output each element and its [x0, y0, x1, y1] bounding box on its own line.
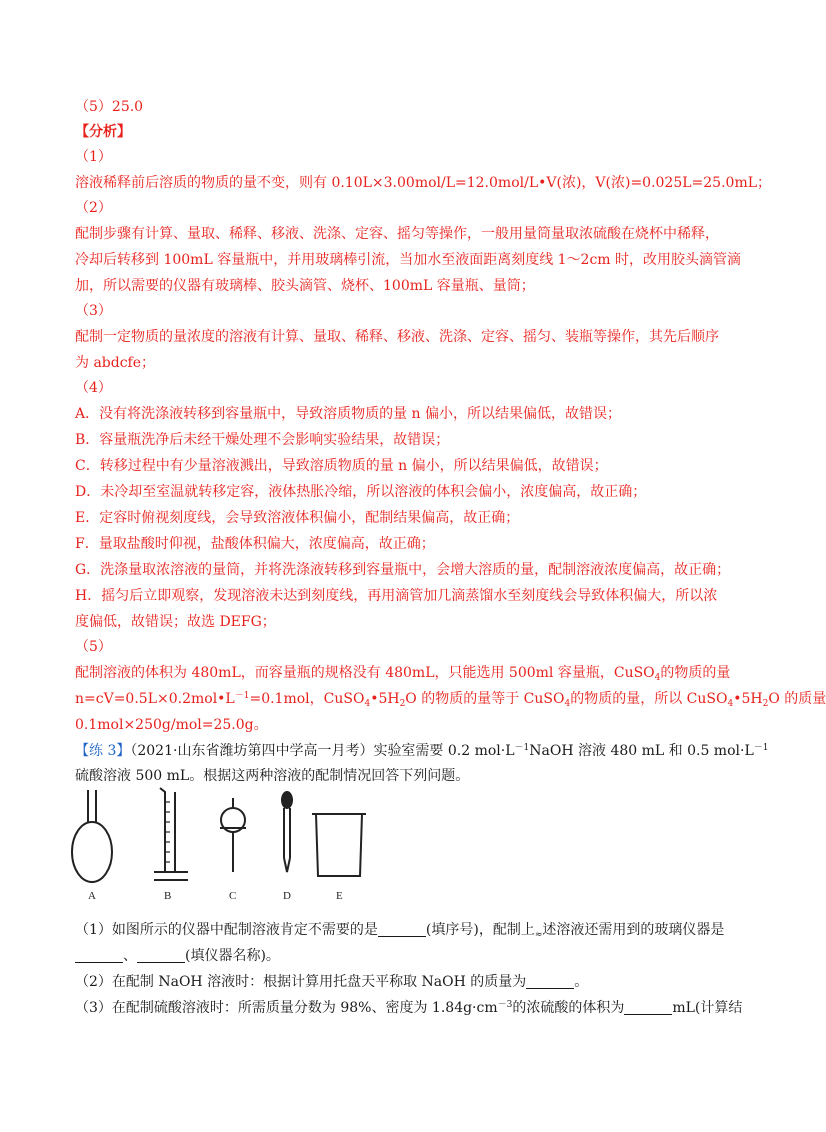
stray-mark: ≈: [534, 930, 543, 940]
question-1-line-2: 、 (填仪器名称)。: [75, 946, 280, 966]
dropper-icon: [282, 792, 292, 872]
option-h-line-2: 度偏低，故错误；故选 DEFG；: [75, 614, 276, 630]
section-5-line-1: 配制溶液的体积为 480mL，而容量瓶的规格没有 480mL，只能选用 500ml 容量瓶，CuSO$_4$的物质的量: [75, 665, 731, 683]
apparatus-drawing: [60, 780, 380, 910]
option-a: A．没有将洗涤液转移到容量瓶中，导致溶质物质的量 n 偏小，所以结果偏低，故错误；: [75, 406, 622, 422]
answer-blank[interactable]: [137, 948, 185, 963]
answer-blank[interactable]: [75, 948, 123, 963]
option-b: B．容量瓶洗净后未经干燥处理不会影响实验结果，故错误；: [75, 432, 450, 448]
option-c: C．转移过程中有少量溶液溅出，导致溶质物质的量 n 偏小，所以结果偏低，故错误；: [75, 458, 608, 474]
exercise-line-2: 硫酸溶液 500 mL。根据这两种溶液的配制情况回答下列问题。: [75, 768, 470, 784]
section-label-4: （4）: [75, 380, 112, 396]
section-2-line-1: 配制步骤有计算、量取、稀释、移液、洗涤、定容、摇匀等操作，一般用量筒量取浓硫酸在烧杯中稀释，: [75, 226, 719, 242]
section-label-2: （2）: [75, 200, 112, 216]
section-5-line-2: $n=cV=0.5L\times 0.2mol•L^{-1}=0.1mol$，$CuSO_4•5H_2O$ 的物质的量等于 CuSO$_4$的物质的量，所以 $CuSO_4•5H_2O$ 的质量: [75, 691, 826, 709]
answer-blank[interactable]: [624, 1000, 672, 1015]
section-5-line-3: 0.1mol×250g/mol=25.0g。: [75, 717, 268, 733]
option-d: D．未冷却至室温就转移定容，液体热胀冷缩，所以溶液的体积会偏小，浓度偏高，故正确；: [75, 484, 647, 500]
option-g: G．洗涤量取浓溶液的量筒，并将洗涤液转移到容量瓶中，会增大溶质的量，配制溶液浓度偏高，故正确；: [75, 562, 731, 578]
section-2-line-2: 冷却后转移到 100mL 容量瓶中，并用玻璃棒引流，当加水至液面距离刻度线 1～2cm 时，改用胶头滴管滴: [75, 252, 742, 268]
label-a: A: [88, 890, 96, 902]
question-2: （2）在配制 NaOH 溶液时：根据计算用托盘天平称取 NaOH 的质量为 。: [75, 974, 589, 990]
option-f: F．量取盐酸时仰视，盐酸体积偏大，浓度偏高，故正确；: [75, 536, 435, 552]
answer-blank[interactable]: [526, 974, 574, 989]
section-3-line-1: 配制一定物质的量浓度的溶液有计算、量取、稀释、移液、洗涤、定容、摇匀、装瓶等操作，其先后顺序: [75, 329, 719, 345]
question-3: （3）在配制硫酸溶液时：所需质量分数为 98%、密度为 $1.84g\cdot cm^{-3}$的浓硫酸的体积为 mL(计算结: [75, 1000, 743, 1016]
answer-5: （5）25.0: [75, 99, 144, 115]
option-e: E．定容时俯视刻度线，会导致溶液体积偏小，配制结果偏高，故正确；: [75, 510, 520, 526]
label-d: D: [283, 890, 291, 902]
answer-blank[interactable]: [378, 922, 426, 937]
question-1-line-1: （1）如图所示的仪器中配制溶液肯定不需要的是 (填序号)，配制上$_\approx$述溶液还需用到的玻璃仪器是: [75, 922, 725, 940]
section-1-text: 溶液稀释前后溶质的物质的量不变，则有 0.10L×3.00mol/L=12.0mol/L•V(浓)，V(浓)=0.025L=25.0mL；: [75, 175, 772, 191]
graduated-cylinder-icon: [154, 788, 188, 880]
section-label-3: （3）: [75, 303, 112, 319]
analysis-heading: 【分析】: [75, 124, 131, 140]
separatory-funnel-icon: [220, 798, 246, 872]
option-h-line-1: H．摇匀后立即观察，发现溶液未达到刻度线，再用滴管加几滴蒸馏水至刻度线会导致体积偏大，所以浓: [75, 588, 718, 604]
label-e: E: [336, 890, 343, 902]
section-label-1: （1）: [75, 149, 112, 165]
beaker-icon: [312, 814, 366, 876]
volumetric-flask-icon: [72, 790, 112, 882]
section-2-line-3: 加，所以需要的仪器有玻璃棒、胶头滴管、烧杯、100mL 容量瓶、量筒；: [75, 278, 535, 294]
section-label-5: （5）: [75, 639, 112, 655]
label-c: C: [229, 890, 237, 902]
apparatus-figure: [60, 780, 380, 910]
label-b: B: [164, 890, 172, 902]
section-3-line-2: 为 abdcfe；: [75, 355, 156, 371]
exercise-tag: 【练 3】: [75, 743, 131, 759]
exercise-line-1: 【练 3】（2021·山东省潍坊第四中学高一月考）实验室需要 0.2 $mol\cdot L^{-1}NaOH$ 溶液 480 mL 和 0.5 $mol\cdot L^{-1}$: [75, 743, 769, 759]
